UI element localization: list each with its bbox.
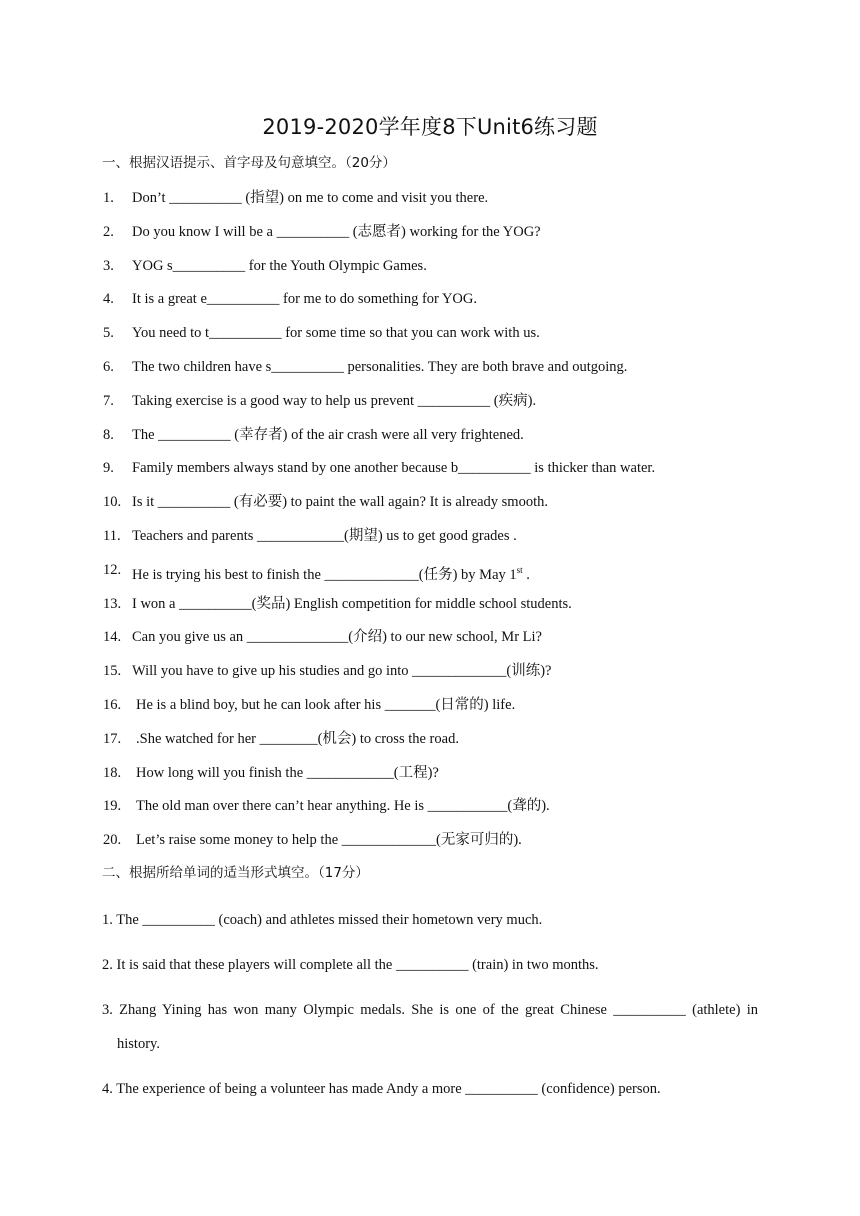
question-number: 10. (103, 494, 122, 511)
question-text: 2. It is said that these players will complete all the __________ (train) in two months. (102, 957, 599, 973)
question-item (0, 256, 860, 290)
question-number: 20. (103, 832, 122, 849)
question-item (102, 1079, 758, 1099)
question-text: The __________ (幸存者) of the air crash were all very frightened. (132, 426, 524, 443)
question-text: Teachers and parents ____________(期望) us to get good grades . (132, 527, 517, 544)
question-item (0, 594, 860, 628)
question-text: 4. The experience of being a volunteer has made Andy a more __________ (confidence) person. (102, 1081, 661, 1097)
question-item (0, 492, 860, 526)
question-number: 12. (103, 561, 122, 578)
question-item (0, 458, 860, 492)
question-text: Let’s raise some money to help the _____________(无家可归的). (136, 832, 522, 849)
question-text: He is a blind boy, but he can look after his _______(日常的) life. (136, 696, 516, 713)
question-number: 14. (103, 629, 122, 646)
question-text: The two children have s__________ personalities. They are both brave and outgoing. (132, 358, 628, 375)
question-text: Family members always stand by one another because b__________ is thicker than water. (132, 460, 656, 477)
question-text: You need to t__________ for some time so that you can work with us. (132, 325, 540, 342)
question-item (0, 560, 860, 594)
question-item (0, 695, 860, 729)
question-text: Taking exercise is a good way to help us prevent __________ (疾病). (132, 392, 537, 409)
question-text: Don’t __________ (指望) on me to come and visit you there. (132, 190, 489, 206)
question-text: Can you give us an ______________(介绍) to our new school, Mr Li? (132, 629, 542, 646)
section-1-heading: 一、根据汉语提示、首字母及句意填空。（20分） (102, 155, 396, 171)
question-item (0, 661, 860, 695)
question-item (0, 796, 860, 830)
question-item (102, 1000, 758, 1054)
question-number: 13. (103, 595, 122, 612)
question-item (0, 222, 860, 256)
question-item (0, 763, 860, 797)
question-text: I won a __________(奖品) English competition for middle school students. (132, 595, 572, 612)
question-text-continuation: history. (117, 1036, 160, 1052)
question-text: 3. Zhang Yining has won many Olympic medals. She is one of the great Chinese __________ (athlete) in (102, 1002, 758, 1018)
question-item (102, 955, 758, 975)
question-number: 19. (103, 798, 122, 815)
question-item (0, 357, 860, 391)
question-number: 3. (103, 257, 114, 274)
question-text: Is it __________ (有必要) to paint the wall again? It is already smooth. (132, 494, 548, 511)
question-number: 11. (103, 527, 121, 544)
question-item (0, 425, 860, 459)
question-text: Will you have to give up his studies and go into _____________(训练)? (132, 663, 552, 680)
question-item (0, 627, 860, 661)
question-item (102, 910, 758, 930)
section-2-heading: 二、根据所给单词的适当形式填空。（17分） (102, 865, 369, 881)
question-item (0, 289, 860, 323)
question-text: YOG s__________ for the Youth Olympic Games. (132, 257, 427, 274)
question-number: 4. (103, 291, 114, 308)
question-item (0, 526, 860, 560)
question-number: 2. (103, 223, 114, 240)
question-number: 15. (103, 663, 122, 680)
question-text: How long will you finish the ____________(工程)? (136, 764, 439, 781)
question-item (0, 729, 860, 763)
question-text: He is trying his best to finish the _____________(任务) by May 1st . (132, 564, 530, 583)
question-number: 16. (103, 696, 122, 713)
question-text: Do you know I will be a __________ (志愿者) working for the YOG? (132, 223, 541, 240)
question-text: 1. The __________ (coach) and athletes missed their hometown very much. (102, 912, 543, 928)
section-1-question-list (0, 188, 860, 864)
question-text: .She watched for her ________(机会) to cross the road. (136, 730, 459, 747)
question-item (0, 188, 860, 222)
question-number: 7. (103, 392, 114, 409)
question-item (0, 830, 860, 864)
question-number: 9. (103, 460, 114, 477)
question-number: 18. (103, 764, 122, 781)
question-number: 17. (103, 730, 122, 747)
question-number: 5. (103, 325, 114, 342)
question-number: 1. (103, 190, 114, 206)
question-number: 6. (103, 358, 114, 375)
question-item (0, 323, 860, 357)
page-title: 2019-2020学年度8下Unit6练习题 (262, 115, 598, 139)
question-item (0, 391, 860, 425)
question-text: It is a great e__________ for me to do something for YOG. (132, 291, 477, 308)
question-text: The old man over there can’t hear anything. He is ___________(聋的). (136, 798, 550, 815)
question-number: 8. (103, 426, 114, 443)
